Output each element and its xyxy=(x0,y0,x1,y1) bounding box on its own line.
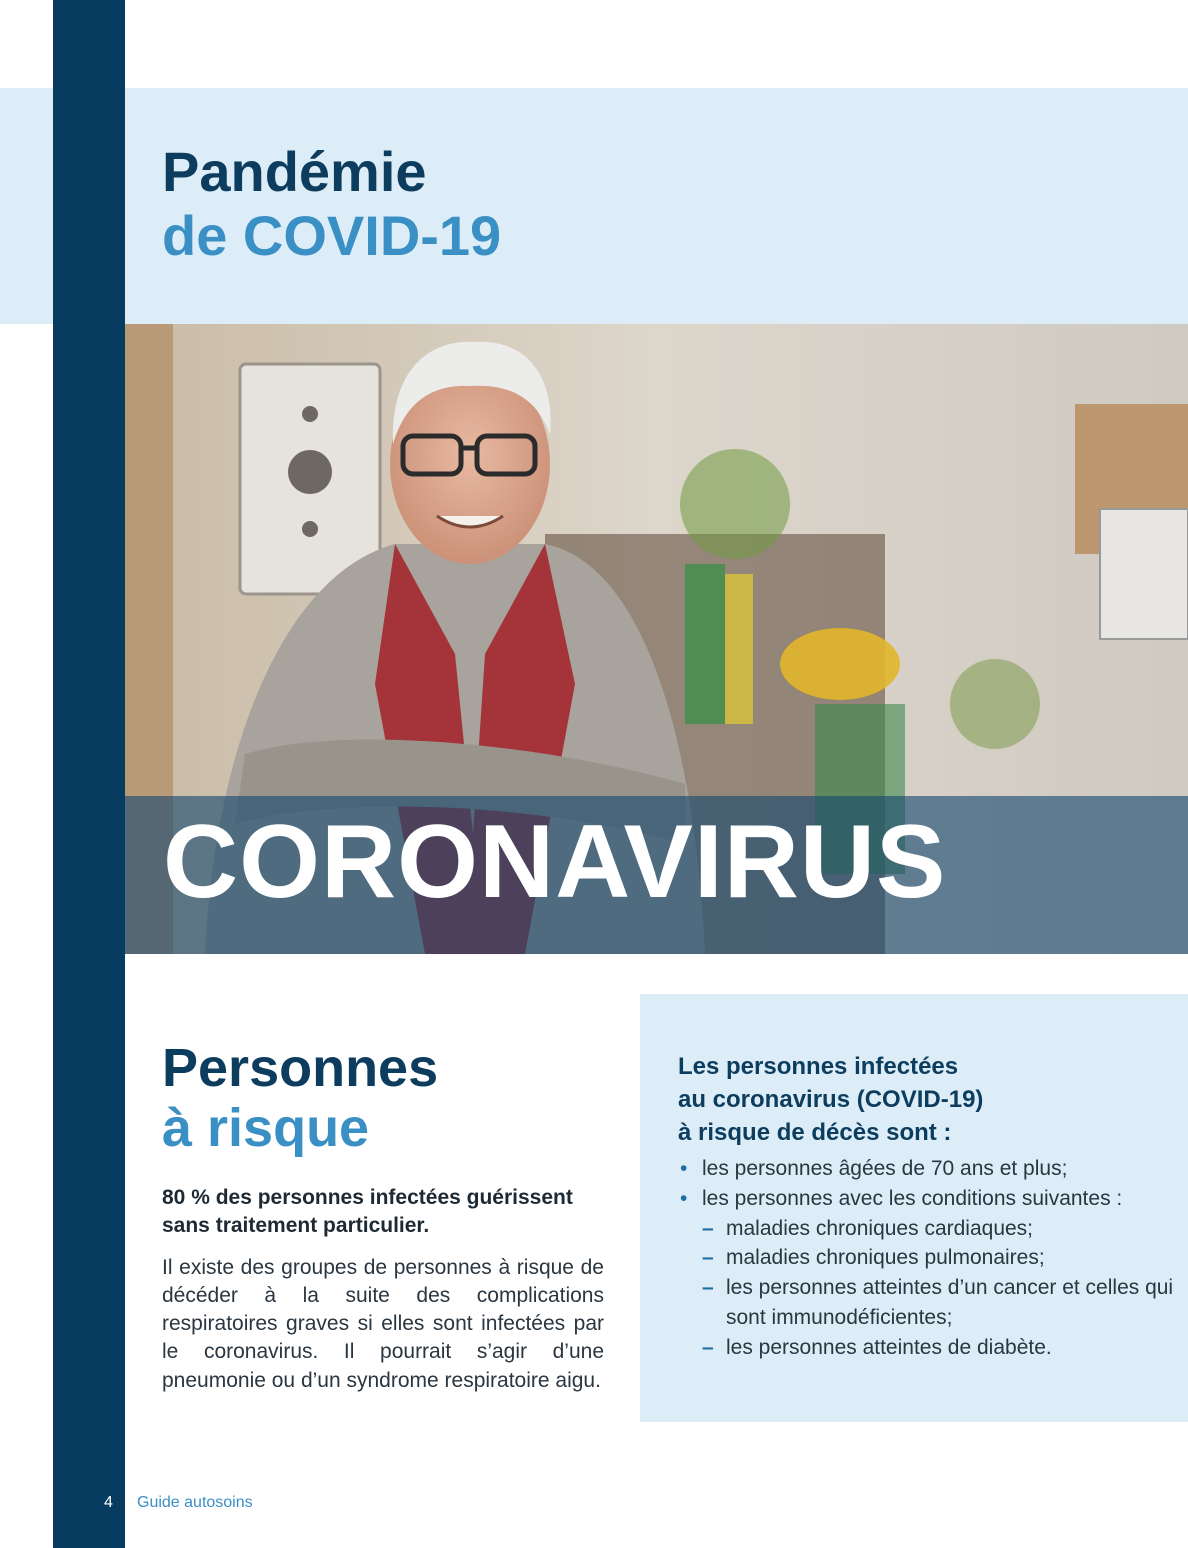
dash-icon: – xyxy=(702,1246,714,1270)
risk-sidebar xyxy=(640,994,1188,1422)
list-item xyxy=(678,1184,1178,1214)
sub-list-item-text: les personnes atteintes de diabète. xyxy=(726,1335,1052,1359)
list-item-text: les personnes âgées de 70 ans et plus; xyxy=(702,1157,1068,1180)
sub-list-item xyxy=(678,1333,1178,1363)
lead-paragraph: 80 % des personnes infectées guérissent sans traitement particulier. xyxy=(162,1186,573,1238)
section-title xyxy=(162,1038,438,1159)
sub-list-item-text: les personnes atteintes d’un cancer et celles qui sont immunodéficientes; xyxy=(726,1276,1174,1330)
sidebar-title-line1: Les personnes infectées xyxy=(678,1053,959,1080)
body-paragraph: Il existe des groupes de personnes à risque de décéder à la suite des complications respiratoires graves si elles sont infectées par le coronavirus. Il pourrait s’agir d’une pneumonie ou d’un syndrome respiratoire aigu. xyxy=(162,1256,604,1392)
sub-list-item-text: maladies chroniques pulmonaires; xyxy=(726,1246,1045,1270)
page-title-line2: de COVID-19 xyxy=(162,204,502,268)
bullet-icon: • xyxy=(680,1157,688,1180)
list-item-text: les personnes avec les conditions suivantes : xyxy=(702,1186,1123,1210)
sub-list-item xyxy=(678,1214,1178,1244)
sub-list-item xyxy=(678,1273,1178,1333)
sidebar-title-line2: au coronavirus (COVID-19) xyxy=(678,1086,984,1114)
section-title-line1: Personnes xyxy=(162,1038,439,1098)
hero-photo xyxy=(125,324,1188,954)
footer-guide-label: Guide autosoins xyxy=(137,1494,253,1511)
risk-list xyxy=(678,1154,1178,1363)
dash-icon: – xyxy=(702,1216,714,1240)
left-accent-bar xyxy=(53,0,125,1548)
section-title-line2: à risque xyxy=(162,1098,370,1159)
dash-icon: – xyxy=(702,1335,714,1359)
list-item xyxy=(678,1154,1178,1184)
dash-icon: – xyxy=(702,1276,714,1300)
sidebar-title xyxy=(678,1050,1098,1149)
page-number: 4 xyxy=(104,1494,113,1511)
bullet-icon: • xyxy=(680,1186,688,1210)
page-title-line1: Pandémie xyxy=(162,140,427,203)
sub-list-item xyxy=(678,1243,1178,1273)
coronavirus-banner: CORONAVIRUS xyxy=(163,804,947,920)
sidebar-title-line3: à risque de décès sont : xyxy=(678,1119,952,1147)
sub-list-item-text: maladies chroniques cardiaques; xyxy=(726,1216,1034,1240)
page-title xyxy=(162,140,501,269)
